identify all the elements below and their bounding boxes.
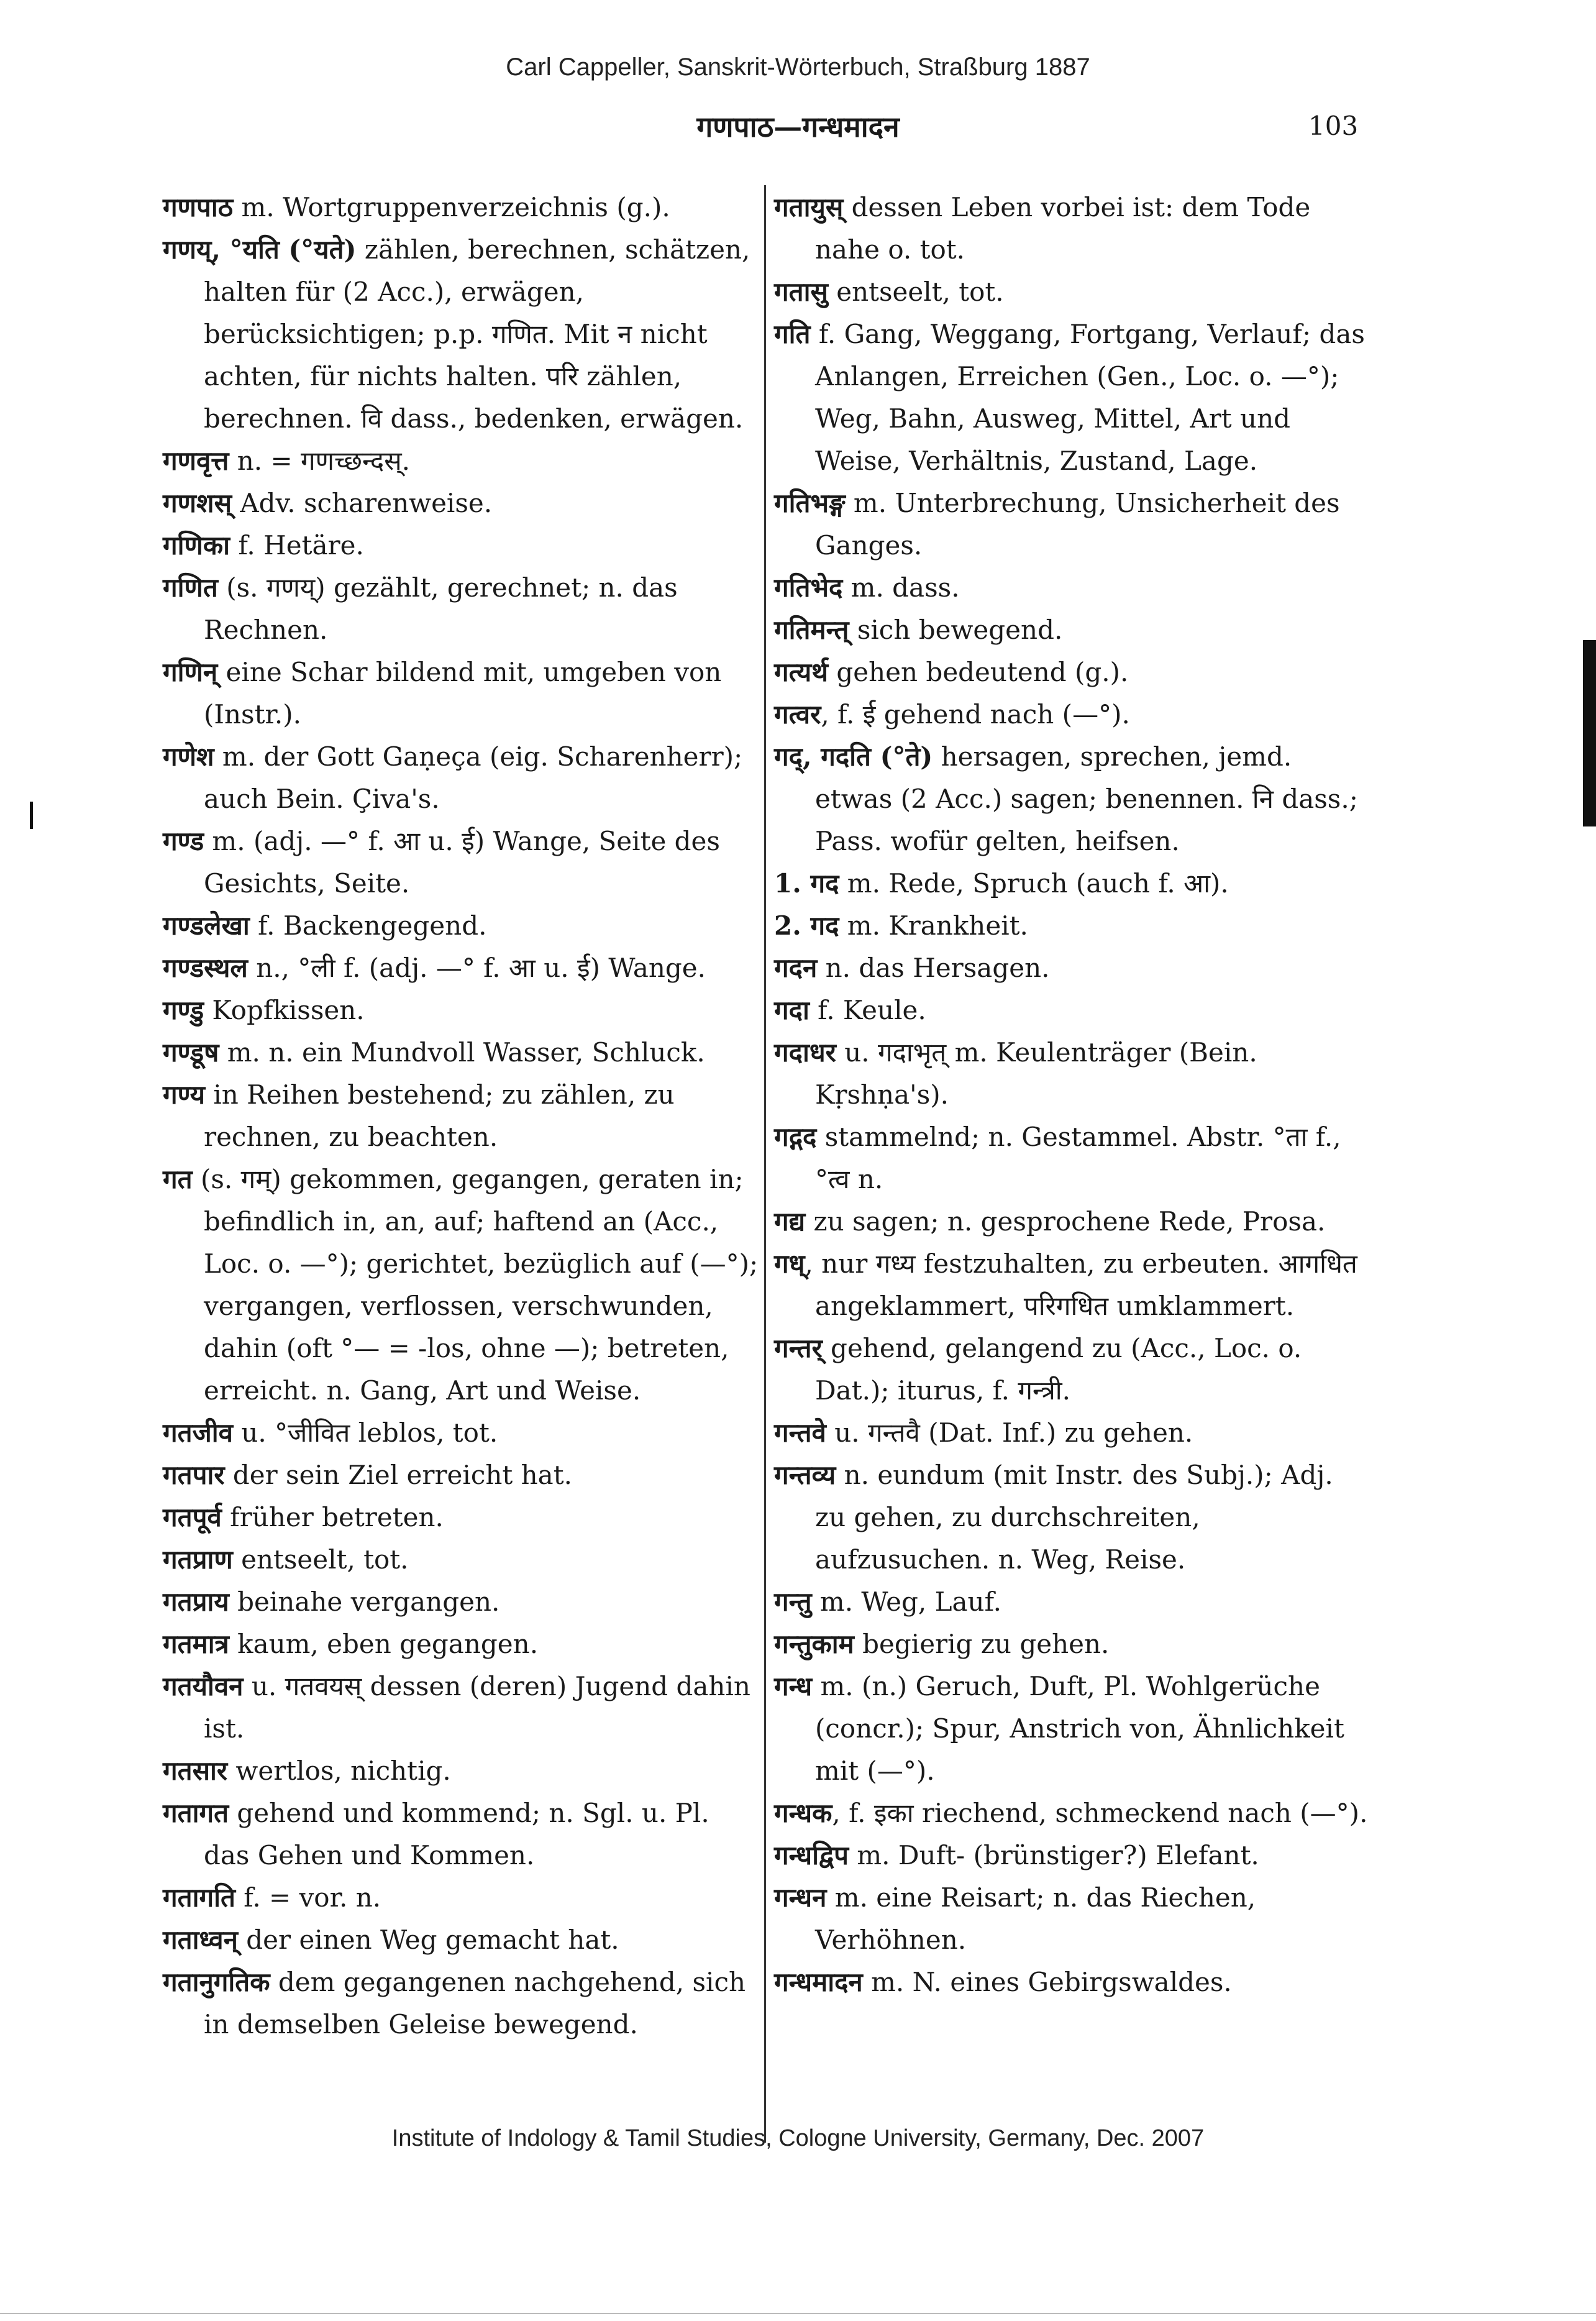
dictionary-entry xyxy=(163,736,759,820)
dictionary-entry xyxy=(774,1201,1370,1243)
entry-headword: गद्गद xyxy=(774,1122,817,1152)
entry-headword: गतिमन्त् xyxy=(774,615,849,645)
dictionary-entry xyxy=(163,1496,759,1539)
left-column xyxy=(163,186,759,2046)
entry-definition: m. Krankheit. xyxy=(839,910,1028,941)
dictionary-entry xyxy=(774,736,1370,863)
entry-definition: m. Unterbrechung, Unsicherheit des Ganges. xyxy=(815,488,1340,561)
dictionary-entry xyxy=(774,567,1370,609)
entry-definition: früher betreten. xyxy=(221,1502,444,1532)
entry-definition: gehen bedeutend (g.). xyxy=(828,657,1129,687)
entry-definition: , nur गध्य festzuhalten, zu erbeuten. आगधित angeklammert, परिगधित umklammert. xyxy=(805,1248,1357,1321)
dictionary-entry xyxy=(163,1412,759,1454)
entry-headword: गतयौवन xyxy=(163,1671,244,1701)
running-head: गणपाठ—गन्धमादन xyxy=(696,110,900,144)
dictionary-entry xyxy=(774,947,1370,989)
entry-headword: गतिभेद xyxy=(774,572,843,603)
entry-headword: गद्, गदति (°ते) xyxy=(774,741,933,772)
entry-headword: गणशस् xyxy=(163,488,232,518)
dictionary-entry xyxy=(774,1412,1370,1454)
dictionary-entry xyxy=(774,989,1370,1032)
entry-definition: f. Hetäre. xyxy=(230,530,364,561)
entry-definition: Kopfkissen. xyxy=(204,995,365,1025)
dictionary-entry xyxy=(163,820,759,905)
entry-headword: गन्धक xyxy=(774,1798,832,1828)
dictionary-entry xyxy=(163,1454,759,1496)
entry-definition: beinahe vergangen. xyxy=(229,1586,500,1617)
entry-headword: गणपाठ xyxy=(163,192,234,222)
dictionary-entry xyxy=(774,863,1370,905)
entry-headword: गणिका xyxy=(163,530,230,561)
entry-definition: in Reihen bestehend; zu zählen, zu rechnen, zu beachten. xyxy=(204,1079,675,1152)
entry-definition: n. das Hersagen. xyxy=(817,953,1050,983)
dictionary-entry xyxy=(163,1539,759,1581)
entry-headword: गण्ड xyxy=(163,826,204,856)
entry-definition: wertlos, nichtig. xyxy=(227,1756,451,1786)
entry-definition: m. (adj. —° f. आ u. ई) Wange, Seite des Gesichts, Seite. xyxy=(204,826,720,899)
entry-headword: गतजीव xyxy=(163,1417,233,1448)
dictionary-entry xyxy=(774,482,1370,567)
dictionary-entry xyxy=(774,1877,1370,1961)
entry-headword: गदन xyxy=(774,953,818,983)
page-number: 103 xyxy=(1308,111,1359,141)
entry-headword: गत्यर्थ xyxy=(774,657,829,687)
entry-headword: गतमात्र xyxy=(163,1629,229,1659)
entry-definition: n. = गणच्छन्दस्. xyxy=(229,446,410,476)
dictionary-entry xyxy=(774,1327,1370,1412)
entry-headword: गन्तुकाम xyxy=(774,1629,854,1659)
header-credit: Carl Cappeller, Sanskrit-Wörterbuch, Straßburg 1887 xyxy=(506,53,1090,81)
entry-definition: entseelt, tot. xyxy=(828,277,1004,307)
entry-headword: गणय्, °यति (°यते) xyxy=(163,234,357,265)
entry-headword: गन्धन xyxy=(774,1882,827,1913)
dictionary-entry xyxy=(774,609,1370,651)
entry-headword: गतपार xyxy=(163,1460,225,1490)
entry-headword: गतपूर्व xyxy=(163,1502,222,1532)
entry-definition: , f. इका riechend, schmeckend nach (—°). xyxy=(832,1798,1368,1828)
entry-definition: entseelt, tot. xyxy=(232,1544,409,1575)
entry-definition: zu sagen; n. gesprochene Rede, Prosa. xyxy=(805,1206,1326,1237)
footer-credit: Institute of Indology & Tamil Studies, Cologne University, Germany, Dec. 2007 xyxy=(391,2125,1205,2151)
entry-headword: गन्तव्य xyxy=(774,1460,836,1490)
dictionary-entry xyxy=(163,905,759,947)
dictionary-entry xyxy=(774,905,1370,947)
dictionary-entry xyxy=(774,1665,1370,1792)
dictionary-entry xyxy=(774,1032,1370,1116)
entry-definition: dessen Leben vorbei ist: dem Tode nahe o. tot. xyxy=(815,192,1311,265)
entry-definition: sich bewegend. xyxy=(849,615,1063,645)
entry-definition: f. Gang, Weggang, Fortgang, Verlauf; das Anlangen, Erreichen (Gen., Loc. o. —°); Weg, Bahn, Ausweg, Mittel, Art und Weise, Verhältnis, Zustand, Lage. xyxy=(810,319,1365,476)
entry-headword: गध् xyxy=(774,1248,805,1279)
dictionary-entry xyxy=(774,1454,1370,1581)
dictionary-entry xyxy=(163,229,759,440)
entry-definition: stammelnd; n. Gestammel. Abstr. °ता f., °त्व n. xyxy=(815,1122,1341,1194)
entry-headword: गत्वर xyxy=(774,699,821,730)
entry-definition: m. (n.) Geruch, Duft, Pl. Wohlgerüche (concr.); Spur, Anstrich von, Ähnlichkeit mit (—°). xyxy=(812,1671,1344,1786)
dictionary-entry xyxy=(163,651,759,736)
entry-headword: गद्य xyxy=(774,1206,806,1237)
dictionary-entry xyxy=(163,1623,759,1665)
dictionary-entry xyxy=(163,482,759,524)
scan-margin-tick xyxy=(30,802,33,829)
entry-headword: गतसार xyxy=(163,1756,228,1786)
entry-headword: गण्डु xyxy=(163,995,204,1025)
entry-definition: der einen Weg gemacht hat. xyxy=(237,1925,619,1955)
entry-headword: गतायुस् xyxy=(774,192,844,222)
dictionary-entry xyxy=(163,1961,759,2046)
entry-definition: gehend, gelangend zu (Acc., Loc. o. Dat.); iturus, f. गन्त्री. xyxy=(815,1333,1302,1406)
entry-headword: गति xyxy=(774,319,811,349)
entry-headword: गतागति xyxy=(163,1882,235,1913)
dictionary-entry xyxy=(774,271,1370,313)
entry-definition: u. गदाभृत् m. Keulenträger (Bein. Kṛshṇa's). xyxy=(815,1037,1257,1110)
entry-definition: zählen, berechnen, schätzen, halten für (2 Acc.), erwägen, berücksichtigen; p.p. गणित. Mit न nicht achten, für nichts halten. परि zählen, berechnen. वि dass., bedenken, erwägen. xyxy=(204,234,750,434)
entry-definition: Adv. scharenweise. xyxy=(231,488,493,518)
dictionary-entry xyxy=(163,1032,759,1074)
entry-definition: u. गतवयस् dessen (deren) Jugend dahin ist. xyxy=(204,1671,750,1744)
entry-definition: (s. गम्) gekommen, gegangen, geraten in; befindlich in, an, auf; haftend an (Acc., Loc. o. —°); gerichtet, bezüglich auf (—°); vergangen, verflossen, verschwunden, dahin (oft °— = -los, ohne —); betreten, erreicht. n. Gang, Art und Weise. xyxy=(192,1164,759,1406)
entry-definition: u. °जीवित leblos, tot. xyxy=(232,1417,498,1448)
dictionary-entry xyxy=(163,1750,759,1792)
dictionary-entry xyxy=(163,440,759,482)
entry-headword: 2. गद xyxy=(774,910,839,941)
dictionary-entry xyxy=(774,1116,1370,1201)
entry-definition: m. dass. xyxy=(842,572,960,603)
entry-headword: गन्तर् xyxy=(774,1333,823,1363)
entry-headword: गन्धमादन xyxy=(774,1967,863,1997)
entry-headword: गतानुगतिक xyxy=(163,1967,270,1997)
dictionary-entry xyxy=(163,186,759,229)
entry-headword: गणवृत्त xyxy=(163,446,229,476)
entry-definition: (s. गणय्) gezählt, gerechnet; n. das Rechnen. xyxy=(204,572,678,645)
dictionary-entry xyxy=(774,313,1370,482)
dictionary-entry xyxy=(163,1919,759,1961)
entry-headword: 1. गद xyxy=(774,868,839,899)
entry-definition: u. गन्तवै (Dat. Inf.) zu gehen. xyxy=(826,1417,1193,1448)
dictionary-entry xyxy=(774,651,1370,694)
entry-headword: गण्डस्थल xyxy=(163,953,248,983)
entry-headword: गतागत xyxy=(163,1798,229,1828)
entry-headword: गन्तु xyxy=(774,1586,812,1617)
entry-headword: गतिभङ्ग xyxy=(774,488,846,518)
dictionary-entry xyxy=(163,567,759,651)
entry-definition: f. Keule. xyxy=(809,995,926,1025)
dictionary-entry xyxy=(163,1158,759,1412)
entry-definition: m. n. ein Mundvoll Wasser, Schluck. xyxy=(219,1037,705,1068)
entry-definition: m. Duft- (brünstiger?) Elefant. xyxy=(849,1840,1259,1870)
dictionary-entry xyxy=(163,1581,759,1623)
entry-headword: गताध्वन् xyxy=(163,1925,238,1955)
scan-bottom-edge xyxy=(0,2313,1596,2314)
scan-margin-bar xyxy=(1583,640,1596,826)
entry-definition: m. eine Reisart; n. das Riechen, Verhöhnen. xyxy=(815,1882,1256,1955)
dictionary-entry xyxy=(163,1665,759,1750)
dictionary-entry xyxy=(774,1834,1370,1877)
entry-definition: der sein Ziel erreicht hat. xyxy=(224,1460,572,1490)
right-column xyxy=(774,186,1370,2003)
entry-definition: hersagen, sprechen, jemd. etwas (2 Acc.) sagen; benennen. नि dass.; Pass. wofür gelten, heifsen. xyxy=(815,741,1358,856)
dictionary-entry xyxy=(163,1792,759,1877)
dictionary-entry xyxy=(774,1623,1370,1665)
entry-headword: गतप्राण xyxy=(163,1544,233,1575)
dictionary-entry xyxy=(163,989,759,1032)
entry-headword: गतासु xyxy=(774,277,828,307)
entry-definition: eine Schar bildend mit, umgeben von (Instr.). xyxy=(204,657,722,730)
entry-definition: gehend und kommend; n. Sgl. u. Pl. das Gehen und Kommen. xyxy=(204,1798,709,1870)
entry-definition: , f. ई gehend nach (—°). xyxy=(821,699,1130,730)
entry-headword: गणेश xyxy=(163,741,214,772)
entry-headword: गणिन् xyxy=(163,657,218,687)
entry-definition: f. = vor. n. xyxy=(235,1882,381,1913)
dictionary-entry xyxy=(774,186,1370,271)
entry-definition: m. Wortgruppenverzeichnis (g.). xyxy=(233,192,670,222)
entry-headword: गन्ध xyxy=(774,1671,813,1701)
entry-definition: n., °ली f. (adj. —° f. आ u. ई) Wange. xyxy=(247,953,706,983)
dictionary-entry xyxy=(774,1243,1370,1327)
dictionary-entry xyxy=(774,1792,1370,1834)
dictionary-entry xyxy=(163,524,759,567)
entry-definition: m. Rede, Spruch (auch f. आ). xyxy=(839,868,1229,899)
entry-headword: गन्तवे xyxy=(774,1417,826,1448)
dictionary-entry xyxy=(163,1877,759,1919)
entry-definition: m. Weg, Lauf. xyxy=(811,1586,1001,1617)
entry-headword: गदा xyxy=(774,995,809,1025)
entry-definition: f. Backengegend. xyxy=(249,910,487,941)
entry-headword: गण्य xyxy=(163,1079,205,1110)
entry-headword: गतप्राय xyxy=(163,1586,229,1617)
entry-definition: m. der Gott Gaṇeça (eig. Scharenherr); auch Bein. Çiva's. xyxy=(204,741,743,814)
dictionary-entry xyxy=(774,1961,1370,2003)
entry-headword: गण्डूष xyxy=(163,1037,219,1068)
dictionary-entry xyxy=(163,947,759,989)
entry-headword: गण्डलेखा xyxy=(163,910,250,941)
dictionary-entry xyxy=(163,1074,759,1158)
entry-definition: m. N. eines Gebirgswaldes. xyxy=(862,1967,1232,1997)
entry-headword: गत xyxy=(163,1164,193,1194)
dictionary-entry xyxy=(774,694,1370,736)
entry-headword: गन्धद्विप xyxy=(774,1840,849,1870)
entry-definition: n. eundum (mit Instr. des Subj.); Adj. zu gehen, zu durchschreiten, aufzusuchen. n. Weg, Reise. xyxy=(815,1460,1333,1575)
entry-definition: kaum, eben gegangen. xyxy=(229,1629,539,1659)
entry-headword: गणित xyxy=(163,572,218,603)
entry-headword: गदाधर xyxy=(774,1037,836,1068)
dictionary-entry xyxy=(774,1581,1370,1623)
column-divider xyxy=(764,185,766,2143)
entry-definition: begierig zu gehen. xyxy=(854,1629,1110,1659)
entry-definition: dem gegangenen nachgehend, sich in demselben Geleise bewegend. xyxy=(204,1967,746,2039)
